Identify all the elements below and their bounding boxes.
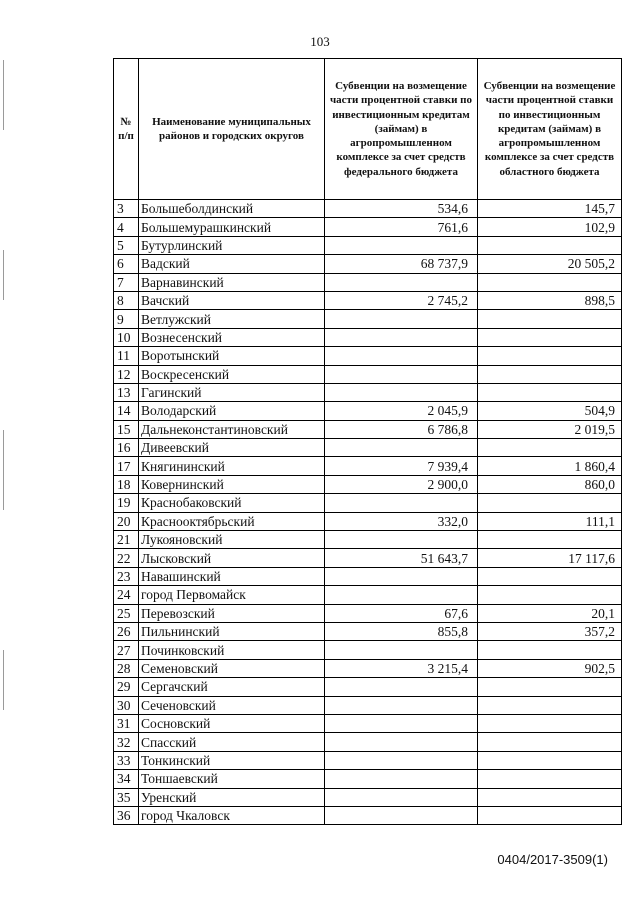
row-district-name: Вадский xyxy=(139,255,325,273)
table-row xyxy=(114,714,622,732)
row-number: 28 xyxy=(114,659,139,677)
row-district-name: Княгининский xyxy=(139,457,325,475)
row-district-name: Володарский xyxy=(139,402,325,420)
row-number: 5 xyxy=(114,236,139,254)
row-number: 31 xyxy=(114,714,139,732)
row-district-name: Уренский xyxy=(139,788,325,806)
table-row xyxy=(114,475,622,493)
row-district-name: Ковернинский xyxy=(139,475,325,493)
row-regional-amount xyxy=(478,788,622,806)
row-regional-amount: 357,2 xyxy=(478,622,622,640)
table-row xyxy=(114,549,622,567)
row-district-name: Варнавинский xyxy=(139,273,325,291)
header-district-name: Наименование муниципальных районов и городских округов xyxy=(139,59,325,200)
row-number: 8 xyxy=(114,291,139,309)
row-federal-amount xyxy=(325,733,478,751)
table-row xyxy=(114,365,622,383)
row-federal-amount: 7 939,4 xyxy=(325,457,478,475)
row-district-name: Краснобаковский xyxy=(139,494,325,512)
row-regional-amount xyxy=(478,236,622,254)
row-number: 11 xyxy=(114,347,139,365)
row-number: 12 xyxy=(114,365,139,383)
table-row xyxy=(114,512,622,530)
row-federal-amount: 855,8 xyxy=(325,622,478,640)
table-row xyxy=(114,604,622,622)
row-district-name: Вознесенский xyxy=(139,328,325,346)
row-number: 14 xyxy=(114,402,139,420)
row-regional-amount: 20 505,2 xyxy=(478,255,622,273)
row-regional-amount xyxy=(478,310,622,328)
row-district-name: Сосновский xyxy=(139,714,325,732)
table-row xyxy=(114,383,622,401)
table-row xyxy=(114,586,622,604)
table-row xyxy=(114,494,622,512)
row-district-name: город Первомайск xyxy=(139,586,325,604)
row-regional-amount xyxy=(478,696,622,714)
row-district-name: Бутурлинский xyxy=(139,236,325,254)
row-regional-amount xyxy=(478,531,622,549)
row-number: 33 xyxy=(114,751,139,769)
row-federal-amount xyxy=(325,347,478,365)
table-row xyxy=(114,622,622,640)
row-regional-amount xyxy=(478,770,622,788)
row-regional-amount: 102,9 xyxy=(478,218,622,236)
table-row xyxy=(114,531,622,549)
row-district-name: Сеченовский xyxy=(139,696,325,714)
row-federal-amount: 2 745,2 xyxy=(325,291,478,309)
table-row xyxy=(114,236,622,254)
header-federal-subsidy: Субвенции на возмещение части процентной ставки по инвестиционным кредитам (займам) в агропромышленном комплексе за счет средств федерального бюджета xyxy=(325,59,478,200)
row-federal-amount xyxy=(325,696,478,714)
table-row xyxy=(114,200,622,218)
row-district-name: Большемурашкинский xyxy=(139,218,325,236)
row-federal-amount xyxy=(325,806,478,824)
scan-edge-mark xyxy=(3,250,4,300)
row-district-name: город Чкаловск xyxy=(139,806,325,824)
row-federal-amount: 68 737,9 xyxy=(325,255,478,273)
table-header xyxy=(114,59,622,200)
row-federal-amount: 2 045,9 xyxy=(325,402,478,420)
row-number: 15 xyxy=(114,420,139,438)
row-federal-amount xyxy=(325,567,478,585)
row-federal-amount xyxy=(325,439,478,457)
row-federal-amount xyxy=(325,751,478,769)
row-regional-amount: 1 860,4 xyxy=(478,457,622,475)
row-federal-amount xyxy=(325,641,478,659)
row-number: 34 xyxy=(114,770,139,788)
row-district-name: Навашинский xyxy=(139,567,325,585)
table-body xyxy=(114,200,622,825)
row-district-name: Лысковский xyxy=(139,549,325,567)
table-row xyxy=(114,439,622,457)
row-district-name: Воскресенский xyxy=(139,365,325,383)
row-federal-amount xyxy=(325,273,478,291)
row-regional-amount xyxy=(478,567,622,585)
row-federal-amount xyxy=(325,494,478,512)
table-row xyxy=(114,641,622,659)
row-number: 30 xyxy=(114,696,139,714)
row-federal-amount xyxy=(325,310,478,328)
document-code: 0404/2017-3509(1) xyxy=(497,852,608,867)
row-district-name: Пильнинский xyxy=(139,622,325,640)
row-district-name: Тоншаевский xyxy=(139,770,325,788)
row-district-name: Дивеевский xyxy=(139,439,325,457)
row-federal-amount: 761,6 xyxy=(325,218,478,236)
table-row xyxy=(114,457,622,475)
row-regional-amount: 145,7 xyxy=(478,200,622,218)
row-number: 9 xyxy=(114,310,139,328)
row-regional-amount xyxy=(478,678,622,696)
row-federal-amount xyxy=(325,586,478,604)
row-federal-amount: 67,6 xyxy=(325,604,478,622)
table-row xyxy=(114,806,622,824)
row-federal-amount: 51 643,7 xyxy=(325,549,478,567)
table-row xyxy=(114,402,622,420)
table-row xyxy=(114,733,622,751)
scan-edge-mark xyxy=(3,650,4,710)
row-regional-amount xyxy=(478,494,622,512)
row-federal-amount xyxy=(325,365,478,383)
row-number: 17 xyxy=(114,457,139,475)
row-number: 7 xyxy=(114,273,139,291)
table-row xyxy=(114,328,622,346)
row-regional-amount xyxy=(478,714,622,732)
row-number: 25 xyxy=(114,604,139,622)
row-regional-amount xyxy=(478,641,622,659)
row-regional-amount: 20,1 xyxy=(478,604,622,622)
table-row xyxy=(114,751,622,769)
scan-edge-mark xyxy=(3,430,4,510)
table-row xyxy=(114,696,622,714)
row-number: 16 xyxy=(114,439,139,457)
row-regional-amount xyxy=(478,586,622,604)
table-row xyxy=(114,678,622,696)
table-row xyxy=(114,255,622,273)
row-regional-amount xyxy=(478,365,622,383)
row-district-name: Спасский xyxy=(139,733,325,751)
row-number: 13 xyxy=(114,383,139,401)
row-number: 22 xyxy=(114,549,139,567)
table-row xyxy=(114,770,622,788)
scan-edge-mark xyxy=(3,60,4,130)
table-row xyxy=(114,218,622,236)
row-number: 4 xyxy=(114,218,139,236)
row-district-name: Дальнеконстантиновский xyxy=(139,420,325,438)
row-federal-amount: 534,6 xyxy=(325,200,478,218)
table-row xyxy=(114,273,622,291)
subsidy-table xyxy=(113,58,622,825)
row-district-name: Семеновский xyxy=(139,659,325,677)
row-regional-amount: 111,1 xyxy=(478,512,622,530)
row-number: 26 xyxy=(114,622,139,640)
row-regional-amount xyxy=(478,273,622,291)
row-number: 10 xyxy=(114,328,139,346)
row-regional-amount xyxy=(478,439,622,457)
table-row xyxy=(114,310,622,328)
row-district-name: Лукояновский xyxy=(139,531,325,549)
table-row xyxy=(114,420,622,438)
row-federal-amount xyxy=(325,328,478,346)
row-federal-amount xyxy=(325,383,478,401)
row-number: 23 xyxy=(114,567,139,585)
row-regional-amount xyxy=(478,383,622,401)
row-district-name: Сергачский xyxy=(139,678,325,696)
table-row xyxy=(114,347,622,365)
row-number: 36 xyxy=(114,806,139,824)
row-number: 27 xyxy=(114,641,139,659)
table-row xyxy=(114,788,622,806)
row-number: 32 xyxy=(114,733,139,751)
row-district-name: Краснооктябрьский xyxy=(139,512,325,530)
row-regional-amount xyxy=(478,328,622,346)
row-district-name: Большеболдинский xyxy=(139,200,325,218)
row-federal-amount: 332,0 xyxy=(325,512,478,530)
row-district-name: Тонкинский xyxy=(139,751,325,769)
row-number: 35 xyxy=(114,788,139,806)
row-federal-amount: 2 900,0 xyxy=(325,475,478,493)
row-number: 29 xyxy=(114,678,139,696)
row-number: 18 xyxy=(114,475,139,493)
row-district-name: Гагинский xyxy=(139,383,325,401)
row-federal-amount xyxy=(325,531,478,549)
row-federal-amount xyxy=(325,770,478,788)
row-regional-amount: 860,0 xyxy=(478,475,622,493)
row-federal-amount xyxy=(325,788,478,806)
row-number: 20 xyxy=(114,512,139,530)
row-district-name: Починковский xyxy=(139,641,325,659)
row-regional-amount: 898,5 xyxy=(478,291,622,309)
row-number: 24 xyxy=(114,586,139,604)
row-district-name: Воротынский xyxy=(139,347,325,365)
row-regional-amount xyxy=(478,733,622,751)
row-number: 6 xyxy=(114,255,139,273)
row-regional-amount xyxy=(478,806,622,824)
row-regional-amount: 504,9 xyxy=(478,402,622,420)
row-federal-amount xyxy=(325,714,478,732)
header-number: № п/п xyxy=(114,59,139,200)
row-regional-amount xyxy=(478,751,622,769)
row-federal-amount xyxy=(325,678,478,696)
row-regional-amount: 2 019,5 xyxy=(478,420,622,438)
row-district-name: Вачский xyxy=(139,291,325,309)
row-number: 19 xyxy=(114,494,139,512)
row-number: 21 xyxy=(114,531,139,549)
row-federal-amount xyxy=(325,236,478,254)
table-header-row xyxy=(114,59,622,200)
row-regional-amount: 17 117,6 xyxy=(478,549,622,567)
row-district-name: Ветлужский xyxy=(139,310,325,328)
row-regional-amount: 902,5 xyxy=(478,659,622,677)
table-row xyxy=(114,659,622,677)
table-row xyxy=(114,291,622,309)
header-regional-subsidy: Субвенции на возмещение части процентной ставки по инвестиционным кредитам (займам) в агропромышленном комплексе за счет средств областного бюджета xyxy=(478,59,622,200)
row-number: 3 xyxy=(114,200,139,218)
row-district-name: Перевозский xyxy=(139,604,325,622)
row-regional-amount xyxy=(478,347,622,365)
row-federal-amount: 6 786,8 xyxy=(325,420,478,438)
row-federal-amount: 3 215,4 xyxy=(325,659,478,677)
table-row xyxy=(114,567,622,585)
page-number: 103 xyxy=(310,34,330,49)
